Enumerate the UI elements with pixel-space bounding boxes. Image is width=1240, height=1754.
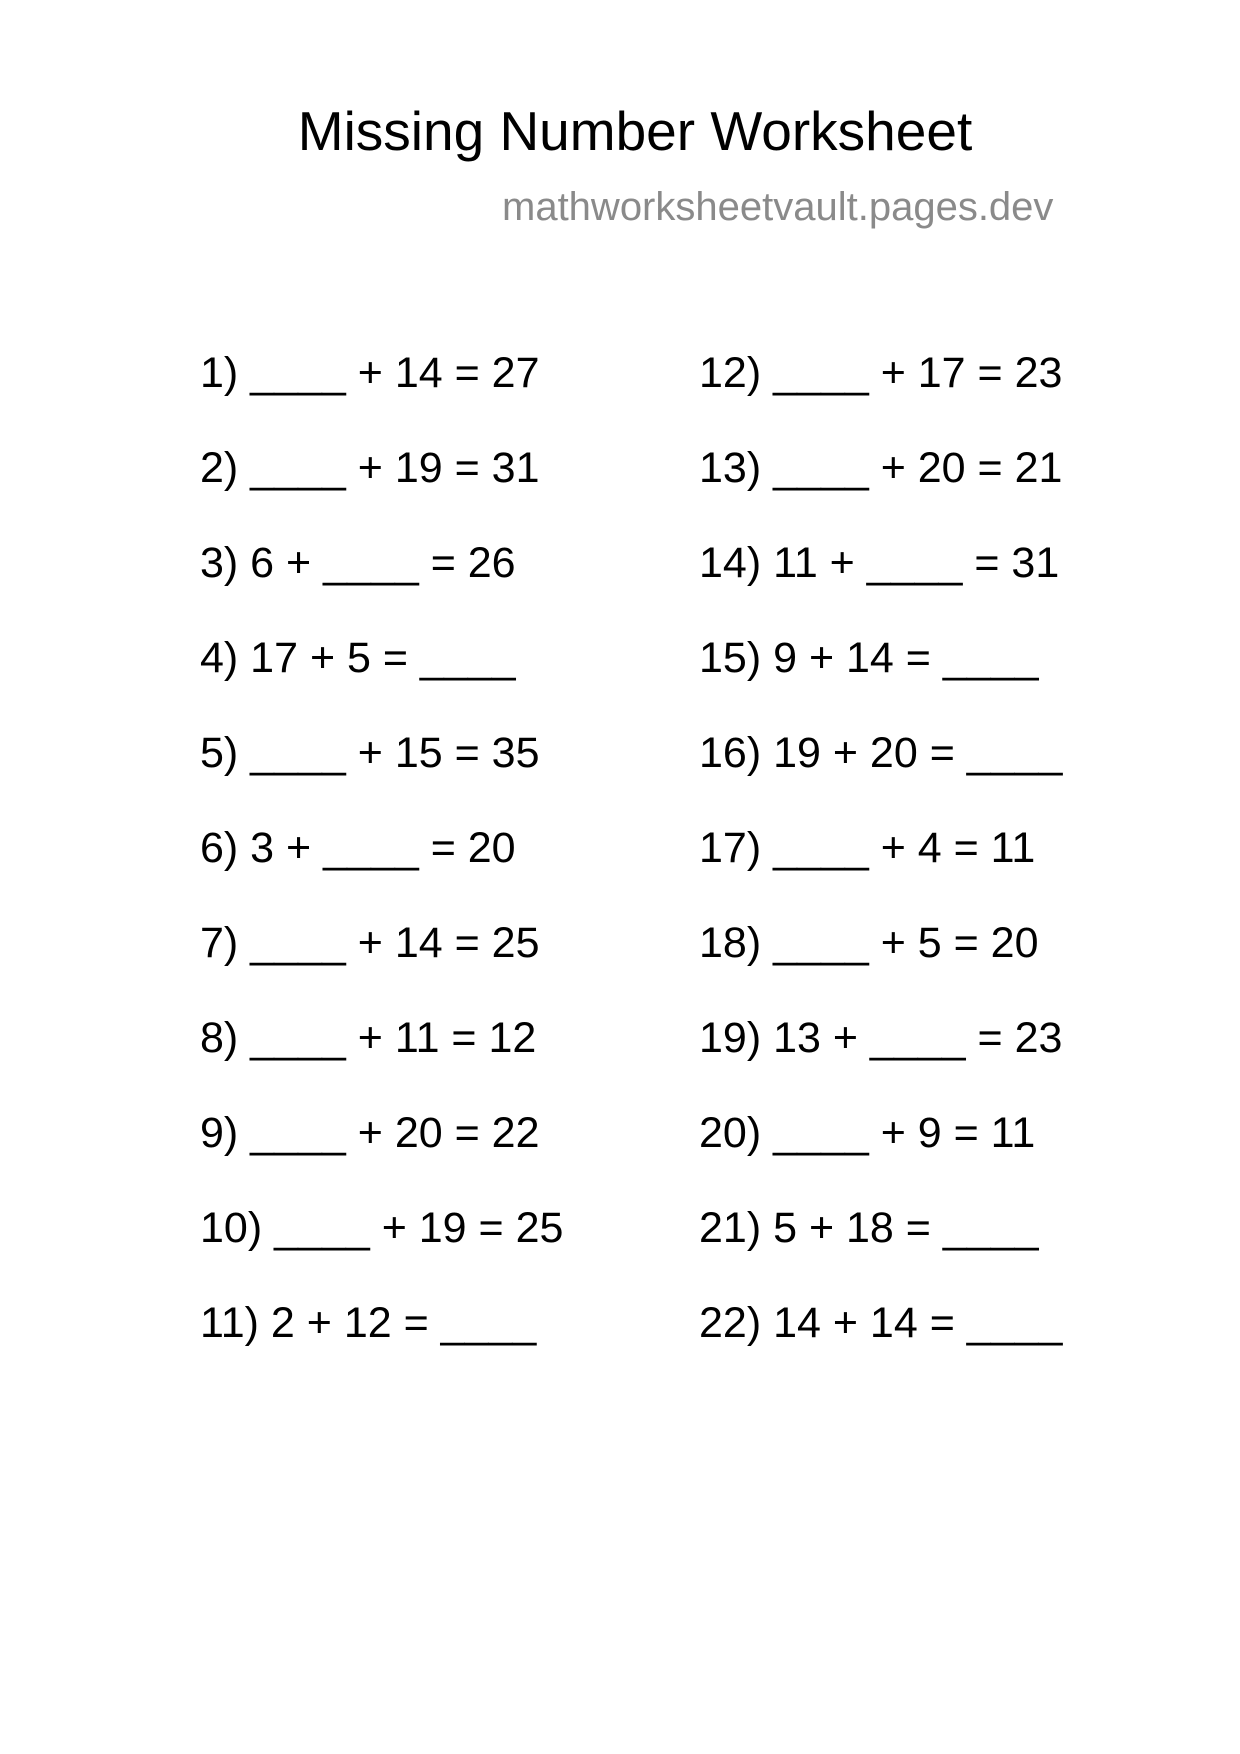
problem-11: 11) 2 + 12 = ____ bbox=[200, 1299, 537, 1347]
problem-19: 19) 13 + ____ = 23 bbox=[699, 1014, 1063, 1062]
problem-16: 16) 19 + 20 = ____ bbox=[699, 729, 1063, 777]
problem-3: 3) 6 + ____ = 26 bbox=[200, 539, 516, 587]
problem-12: 12) ____ + 17 = 23 bbox=[699, 349, 1063, 397]
problem-17: 17) ____ + 4 = 11 bbox=[699, 824, 1036, 872]
problem-21: 21) 5 + 18 = ____ bbox=[699, 1204, 1039, 1252]
problem-1: 1) ____ + 14 = 27 bbox=[200, 349, 540, 397]
problem-20: 20) ____ + 9 = 11 bbox=[699, 1109, 1036, 1157]
worksheet-title: Missing Number Worksheet bbox=[297, 100, 973, 162]
problem-column-left bbox=[200, 347, 563, 1392]
problem-8: 8) ____ + 11 = 12 bbox=[200, 1014, 537, 1062]
problem-14: 14) 11 + ____ = 31 bbox=[699, 539, 1060, 587]
problem-5: 5) ____ + 15 = 35 bbox=[200, 729, 540, 777]
problem-18: 18) ____ + 5 = 20 bbox=[699, 919, 1039, 967]
problem-22: 22) 14 + 14 = ____ bbox=[699, 1299, 1063, 1347]
source-url: mathworksheetvault.pages.dev bbox=[502, 185, 1054, 229]
problem-9: 9) ____ + 20 = 22 bbox=[200, 1109, 540, 1157]
problem-13: 13) ____ + 20 = 21 bbox=[699, 444, 1063, 492]
problem-4: 4) 17 + 5 = ____ bbox=[200, 634, 516, 682]
problem-7: 7) ____ + 14 = 25 bbox=[200, 919, 540, 967]
problem-15: 15) 9 + 14 = ____ bbox=[699, 634, 1039, 682]
problem-2: 2) ____ + 19 = 31 bbox=[200, 444, 540, 492]
problem-10: 10) ____ + 19 = 25 bbox=[200, 1204, 564, 1252]
problem-6: 6) 3 + ____ = 20 bbox=[200, 824, 516, 872]
problem-column-right bbox=[699, 347, 1062, 1392]
